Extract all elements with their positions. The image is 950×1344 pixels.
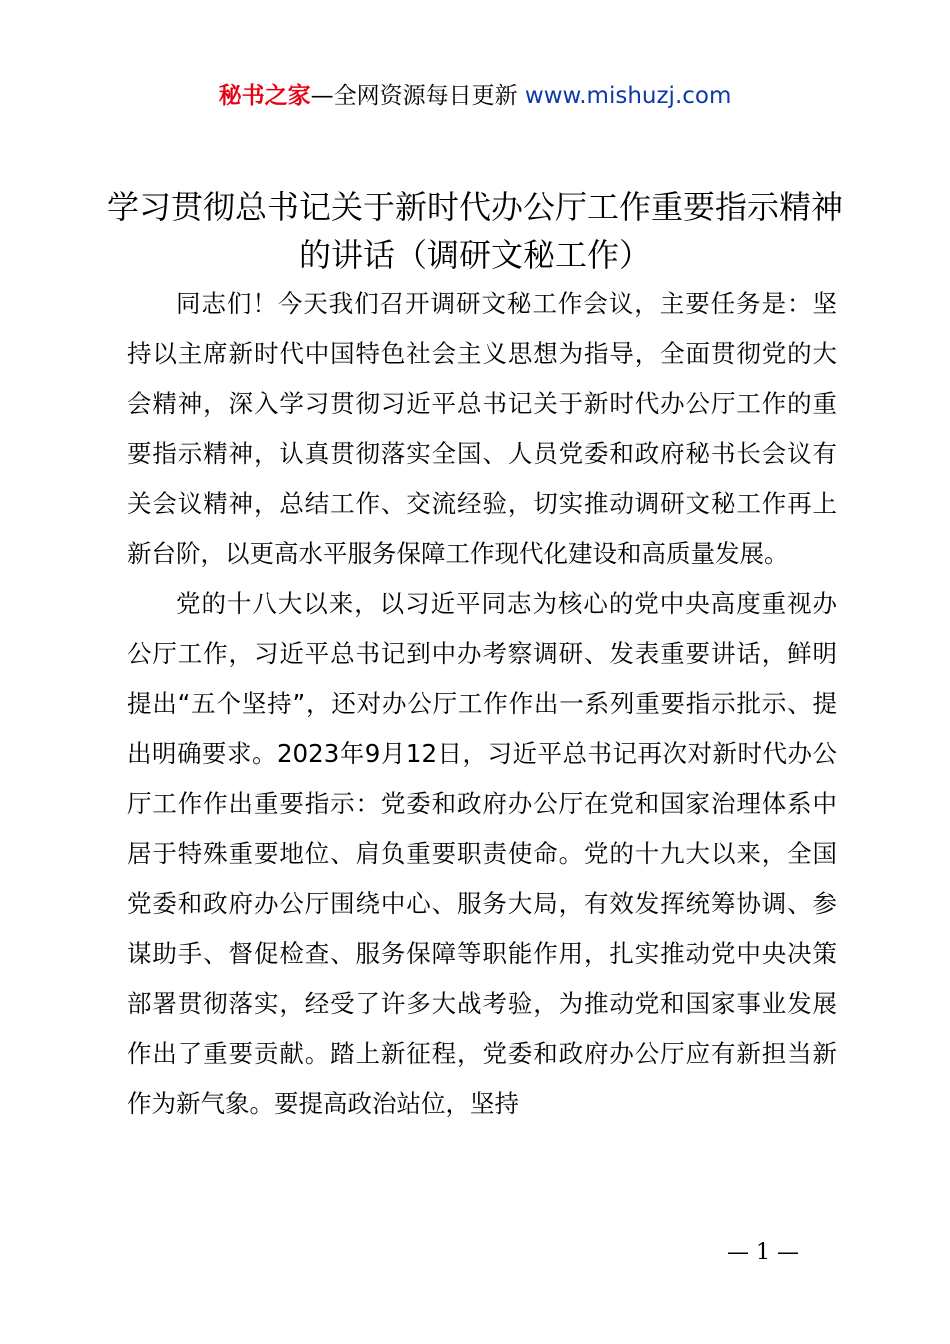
body-paragraph-1: 同志们！今天我们召开调研文秘工作会议，主要任务是：坚持以主席新时代中国特色社会主义思想为指导，全面贯彻党的大会精神，深入学习贯彻习近平总书记关于新时代办公厅工作的重要指示精神，认真贯彻落实全国、人员党委和政府秘书长会议有关会议精神，总结工作、交流经验，切实推动调研文秘工作再上新台阶，以更高水平服务保障工作现代化建设和高质量发展。 [127,289,837,568]
site-header [0,80,950,112]
document-title: 学习贯彻总书记关于新时代办公厅工作重要指示精神的讲话（调研文秘工作） [106,188,843,274]
body-paragraph-2: 党的十八大以来，以习近平同志为核心的党中央高度重视办公厅工作，习近平总书记到中办考察调研、发表重要讲话，鲜明提出“五个坚持”，还对办公厅工作作出一系列重要指示批示、提出明确要求。2023年9月12日，习近平总书记再次对新时代办公厅工作作出重要指示：党委和政府办公厅在党和国家治理体系中居于特殊重要地位、肩负重要职责使命。党的十九大以来，全国党委和政府办公厅围绕中心、服务大局，有效发挥统筹协调、参谋助手、督促检查、服务保障等职能作用，扎实推动党中央决策部署贯彻落实，经受了许多大战考验，为推动党和国家事业发展作出了重要贡献。踏上新征程，党委和政府办公厅应有新担当新作为新气象。要提高政治站位，坚持 [127,589,837,1118]
site-url-link[interactable]: www.mishuzj.com [524,83,732,109]
site-brand: 秘书之家 [218,83,311,109]
site-tagline: —全网资源每日更新 [310,83,525,109]
document-body [127,279,837,1129]
page-number: — 1 — [727,1240,799,1265]
